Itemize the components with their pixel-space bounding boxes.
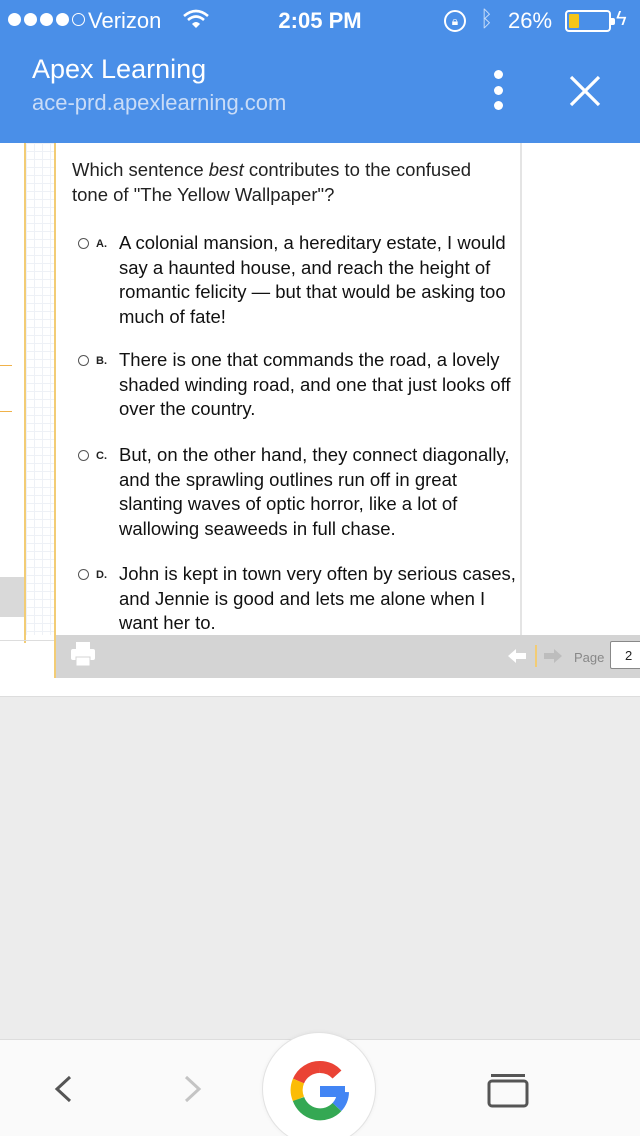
- next-page-arrow-icon[interactable]: [544, 649, 562, 663]
- radio-button[interactable]: [78, 569, 89, 580]
- divider: [535, 645, 537, 667]
- option-text: There is one that commands the road, a lovely shaded winding road, and one that just looks off over the country.: [119, 349, 511, 419]
- charging-bolt-icon: ϟ: [616, 8, 627, 30]
- carrier-name: Verizon: [88, 8, 162, 33]
- bluetooth-icon: ᛒ: [480, 6, 494, 31]
- battery-icon: [565, 10, 611, 32]
- google-search-button[interactable]: [262, 1032, 376, 1136]
- more-menu-icon[interactable]: [488, 70, 508, 110]
- question-panel: [54, 143, 640, 678]
- radio-button[interactable]: [78, 450, 89, 461]
- grid-background: [26, 143, 56, 635]
- google-icon: [287, 1057, 353, 1123]
- option-letter: B.: [96, 355, 107, 367]
- radio-button[interactable]: [78, 238, 89, 249]
- status-bar: [0, 0, 640, 40]
- back-arrow-icon[interactable]: [50, 1074, 76, 1104]
- forward-arrow-icon[interactable]: [180, 1074, 206, 1104]
- page-number-input[interactable]: 2: [610, 641, 640, 669]
- previous-page-arrow-icon[interactable]: [508, 649, 526, 663]
- page-content: [0, 143, 640, 696]
- question-text-part: contributes to the confused tone of "The Yellow Wallpaper"?: [72, 159, 472, 205]
- app-header: [0, 0, 640, 143]
- rotation-lock-icon: 🔒︎: [444, 10, 466, 32]
- browser-bottom-nav: [0, 1039, 640, 1136]
- page-label: Page: [574, 650, 605, 665]
- page-title: Apex Learning: [32, 54, 207, 84]
- question-text-part: Which sentence: [72, 159, 209, 180]
- close-icon[interactable]: [566, 72, 604, 110]
- left-side-panel: [0, 143, 26, 643]
- answer-option-d[interactable]: [76, 562, 516, 637]
- question-emphasis: best: [208, 159, 244, 180]
- battery-percent: 26%: [508, 8, 553, 33]
- divider: [0, 365, 12, 366]
- radio-button[interactable]: [78, 355, 89, 366]
- status-time: 2:05 PM: [278, 8, 362, 33]
- tabs-icon[interactable]: [485, 1072, 531, 1108]
- page-url: ace-prd.apexlearning.com: [32, 90, 287, 115]
- answer-option-a[interactable]: [76, 231, 516, 331]
- option-text: John is kept in town very often by serious cases, and Jennie is good and lets me alone when I want her to.: [119, 563, 516, 633]
- answer-option-c[interactable]: [76, 443, 516, 543]
- question-footer-bar: [56, 635, 640, 678]
- answer-option-b[interactable]: [76, 348, 516, 423]
- divider: [0, 640, 54, 641]
- option-letter: C.: [96, 450, 107, 462]
- scrollbar[interactable]: [520, 143, 522, 635]
- left-side-footer: [0, 577, 26, 617]
- empty-page-area: [0, 696, 640, 1039]
- divider: [0, 411, 12, 412]
- option-text: But, on the other hand, they connect diagonally, and the sprawling outlines run off in great slanting waves of optic horror, like a lot of wallowing seaweeds in full chase.: [119, 444, 510, 539]
- option-text: A colonial mansion, a hereditary estate, I would say a haunted house, and reach the height of romantic felicity — but that would be asking too much of fate!: [119, 232, 506, 327]
- option-letter: D.: [96, 569, 107, 581]
- option-letter: A.: [96, 238, 107, 250]
- question-text: [72, 157, 502, 207]
- printer-icon[interactable]: [68, 639, 98, 669]
- battery-level-fill: [569, 14, 579, 28]
